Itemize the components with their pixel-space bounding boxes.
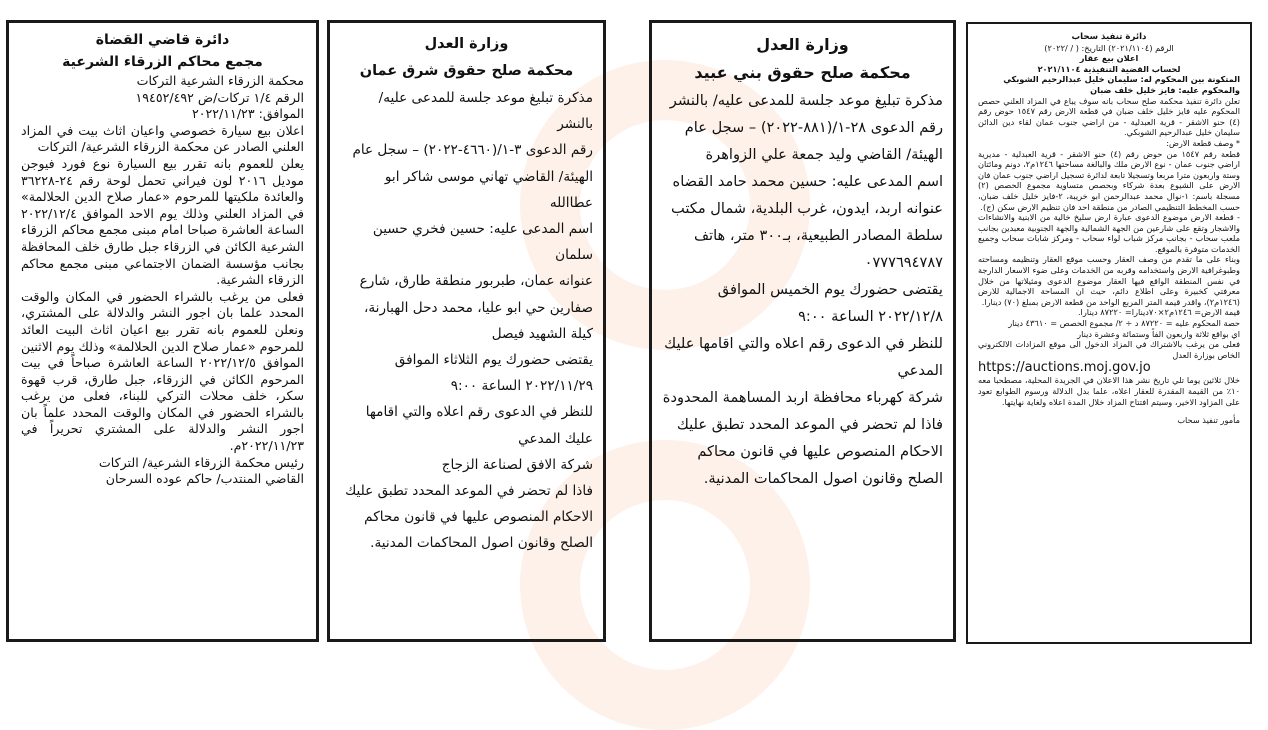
paragraph: فعلى من يرغب بالاشتراك في المزاد الدخول الى موقع المزادات الالكتروني الخاص بوزارة العدل	[978, 339, 1240, 360]
case-number: رقم الدعوى ٢٨-١/(٨٨١-٢٠٢٢) – سجل عام	[684, 119, 943, 136]
paragraph: اعلان بيع سيارة خصوصي واعيان اثاث بيت في المزاد العلني الصادر عن محكمة الزرقاء الشرعية/ التركات	[21, 122, 304, 155]
paragraph: فعلى من يرغب بالشراء الحضور في المكان والوقت المحدد علما بان اجور النشر والدلالة على المشتري، ونعلن للعموم بانه تقرر بيع اعيان اثاث البيت العائد للمرحوم «عمار صلاح الدين الحلالمة» وذلك يوم الاثنين الموافق ٢٠٢٢/١٢/٥ الساعة العاشرة صباحاً في بيت المرحوم الكائن في الزرقاء، جبل طارق، قرب قهوة سكر، خلف محلات التركي للبناء، فعلى من يرغب بالشراء الحضور في المكان والوقت المحدد علماً بان اجور النشر والدلالة على المشتري تحريراً في ٢٠٢٢/١١/٢٣م.	[21, 288, 304, 454]
ministry-title: وزارة العدل	[424, 36, 509, 52]
paragraph: وبناء على ما تقدم من وصف العقار وحسب موقع العقار وتنظيمه ومساحته وطبوغرافية الارض واستخدامه وقربه من الخدمات وعلى ضوء الاسعار الدارجة في نفس المنطقة الواقع فيها العقار موضوع الدعوى ومثيلاتها من خلال معرفتي كخبيرة وعلى اطلاع دائم، حيث ان المساحة الاجمالية للارض (١٢٤٦م٢)، واقدر قيمة المتر المربع الواحد من قطعة الارض بمبلغ (٧٠) دينارا.	[978, 254, 1240, 307]
defendant-name: اسم المدعى عليه: حسين محمد حامد القضاه	[672, 173, 943, 190]
notice-heading: اعلان بيع عقار	[1079, 53, 1139, 64]
paragraph: - قطعة الارض موضوع الدعوى عبارة ارض سليخ خالية من الابنية والانشاءات والاشجار وتقع على شارعين من الجهة الشمالية والجهة الجنوبية معبدين بجانب ملعب سحاب - بجانب مركز شباب لواء سحاب - ومركز شابات سحاب وجميع الخدمات متوفرة بالموقع.	[978, 212, 1240, 254]
court-title: محكمة صلح حقوق شرق عمان	[359, 63, 574, 79]
notice-title: دائرة تنفيذ سحاب	[1071, 32, 1147, 42]
paragraph: للنظر في الدعوى رقم اعلاه والتي اقامها عليك المدعي	[365, 404, 593, 447]
judge-line: الهيئة/ القاضي تهاني موسى شاكر ابو عطاالله	[384, 168, 593, 211]
notice-bani-obeid-court	[649, 20, 956, 642]
paragraph: مذكرة تبليغ موعد جلسة للمدعى عليه/ بالنشر	[378, 90, 593, 133]
paragraph: يعلن للعموم بانه تقرر بيع السيارة نوع فورد فيوجن موديل ٢٠١٦ لون فيراني تحمل لوحة رقم ٢٤-٣٦٢٢٨ والعائدة ملكيتها للمرحوم «عمار صلاح الدين الحلالمة» في المزاد العلني وذلك يوم الاحد الموافق ٢٠٢٢/١٢/٤ الساعة العاشرة صباحا امام مبنى مجمع محاكم الزرقاء الشرعية الكائن في الزرقاء جبل طارق خلف المحافظة بجانب مؤسسة الضمان الاجتماعي مبنى مجمع محاكم الزرقاء الشرعية.	[21, 155, 305, 288]
court-title: محكمة صلح حقوق بني عبيد	[694, 63, 911, 82]
judge-line: الهيئة/ القاضي وليد جمعة علي الزواهرة	[705, 146, 943, 163]
notice-zarqa-sharia-court	[6, 20, 319, 642]
paragraph: خلال ثلاثين يوما تلي تاريخ نشر هذا الاعلان في الجريدة المحلية، مصطحبا معه ١٠٪ من القيمة المقدرة للعقار اعلاه، علما بدل الدلالة ورسوم الطوابع تعود على المزاود الاخير، وسيتم افتتاح المزاد خلال المدة اعلاه ولغاية نهايتها.	[978, 375, 1240, 407]
hearing-date: يقتضى حضورك يوم الثلاثاء الموافق ٢٠٢٢/١١/٢٩ الساعة ٩:٠٠	[394, 352, 593, 395]
reference-line: الرقم (٢٠٢١/١١٠٤) التاريخ: ( / /٢٠٢٢)	[1044, 42, 1174, 53]
reference-number: الرقم ١/٤ تركات/ض ١٩٤٥٢/٤٩٢	[135, 89, 304, 105]
notice-sahab-execution	[966, 22, 1252, 644]
paragraph: للنظر في الدعوى رقم اعلاه والتي اقامها عليك المدعي	[664, 335, 943, 379]
ministry-title: وزارة العدل	[756, 35, 849, 54]
calculation-line: حصة المحكوم عليه = ٨٧٢٢٠ د ÷ ٢/ مجموع الحصص = ٤٣٦١٠ دينار	[1008, 318, 1240, 329]
party-line: المتكونة بين المحكوم له: سليمان خليل عبدالرحيم الشوبكي	[1003, 74, 1240, 85]
plaintiff-name: شركة كهرباء محافظة اربد المساهمة المحدودة	[662, 389, 943, 406]
plaintiff-name: شركة الافق لصناعة الزجاج	[441, 456, 593, 473]
signature: مأمور تنفيذ سحاب	[1177, 415, 1240, 426]
paragraph: فاذا لم تحضر في الموعد المحدد تطبق عليك الاحكام المنصوص عليها في قانون محاكم الصلح وقانون اصول المحاكمات المدنية.	[676, 416, 943, 487]
defendant-address: عنوانه عمان، طبربور منطقة طارق، شارع صفارين حي ابو عليا، محمد دحل الهبارنة، كيلة الشهيد فيصل	[359, 273, 593, 342]
auction-url[interactable]: https://auctions.moj.gov.jo	[978, 360, 1151, 376]
defendant-address: عنوانه اربد، ايدون، غرب البلدية، شمال مكتب سلطة المصادر الطبيعية، بـ٣٠٠ متر، هاتف ٠٧٧٧٦٩٤٧٨٧	[671, 200, 943, 271]
case-number: رقم الدعوى ٣-١/(٤٦٦٠-٢٠٢٢) – سجل عام	[352, 142, 593, 159]
paragraph: قطعة رقم ١٥٤٧ من حوض رقم (٤) حنو الاشقر - قرية العبدلية - مديرية اراضي جنوب عمان - نوع الارض ملك والبالغة مساحتها ١٢٤٦م٢، دونم ومائتان وستة واربعون مترا مربعا وتسجيلا تابعة لدائرة تسجيل اراضي جنوب عمان فان الارض على الشيوع بعدة شركاء وبحصص متساوية مجموع الحصص (٢) مسجلة باسم: ١-نوال محمد عبدالرحمن ابو خريبة، ٢-فايز خليل خلف ضبان، حسب المخطط التنظيمي الصادر من منطقة احد فان تنظيم الارض سكن (ج).	[978, 148, 1241, 212]
paragraph: تعلن دائرة تنفيذ محكمة صلح سحاب بانه سوف يباع في المزاد العلني حصص المحكوم عليه فايز خليل خلف ضبان في قطعة الارض رقم ١٥٤٧ حوض رقم (٤) حنو الاشقر - قرية العبدلية - من اراضي جنوب عمان لقاء دين الدائن سليمان خليل عبدالرحيم الشوبكي.	[978, 95, 1240, 138]
paragraph: مذكرة تبليغ موعد جلسة للمدعى عليه/ بالنشر	[669, 92, 943, 109]
case-line: لحساب القضية التنفيذية ٢٠٢١/١١٠٤	[1037, 63, 1181, 74]
signature-line: رئيس محكمة الزرقاء الشرعية/ التركات	[98, 454, 304, 470]
notice-east-amman-court	[327, 20, 606, 642]
court-name: محكمة الزرقاء الشرعية التركات	[136, 73, 304, 88]
signature-line: القاضي المنتدب/ حاكم عوده السرحان	[105, 471, 304, 487]
hearing-date: يقتضى حضورك يوم الخميس الموافق ٢٠٢٢/١٢/٨ الساعة ٩:٠٠	[717, 281, 943, 325]
defendant-name: اسم المدعى عليه: حسين فخري حسين سلمان	[372, 221, 593, 264]
date-line: الموافق: ٢٠٢٢/١١/٢٣	[191, 106, 304, 122]
court-complex-title: مجمع محاكم الزرقاء الشرعية	[62, 54, 263, 70]
subheading: * وصف قطعة الارض:	[1166, 137, 1240, 148]
calculation-line: قيمة الارض= ١٢٤٦م٢×٧٠دينارا= ٨٧٢٢٠ دينارا.	[1077, 307, 1240, 318]
calculation-line: اي بواقع ثلاثة واربعون الفاً وستمائة وعشرة دينار	[1077, 328, 1240, 339]
paragraph: فاذا لم تحضر في الموعد المحدد تطبق عليك الاحكام المنصوص عليها في قانون محاكم الصلح وقانون اصول المحاكمات المدنية.	[345, 483, 593, 552]
party-line: والمحكوم عليه: فايز خليل خلف ضبان	[1090, 84, 1240, 95]
department-title: دائرة قاضي القضاة	[95, 32, 230, 48]
